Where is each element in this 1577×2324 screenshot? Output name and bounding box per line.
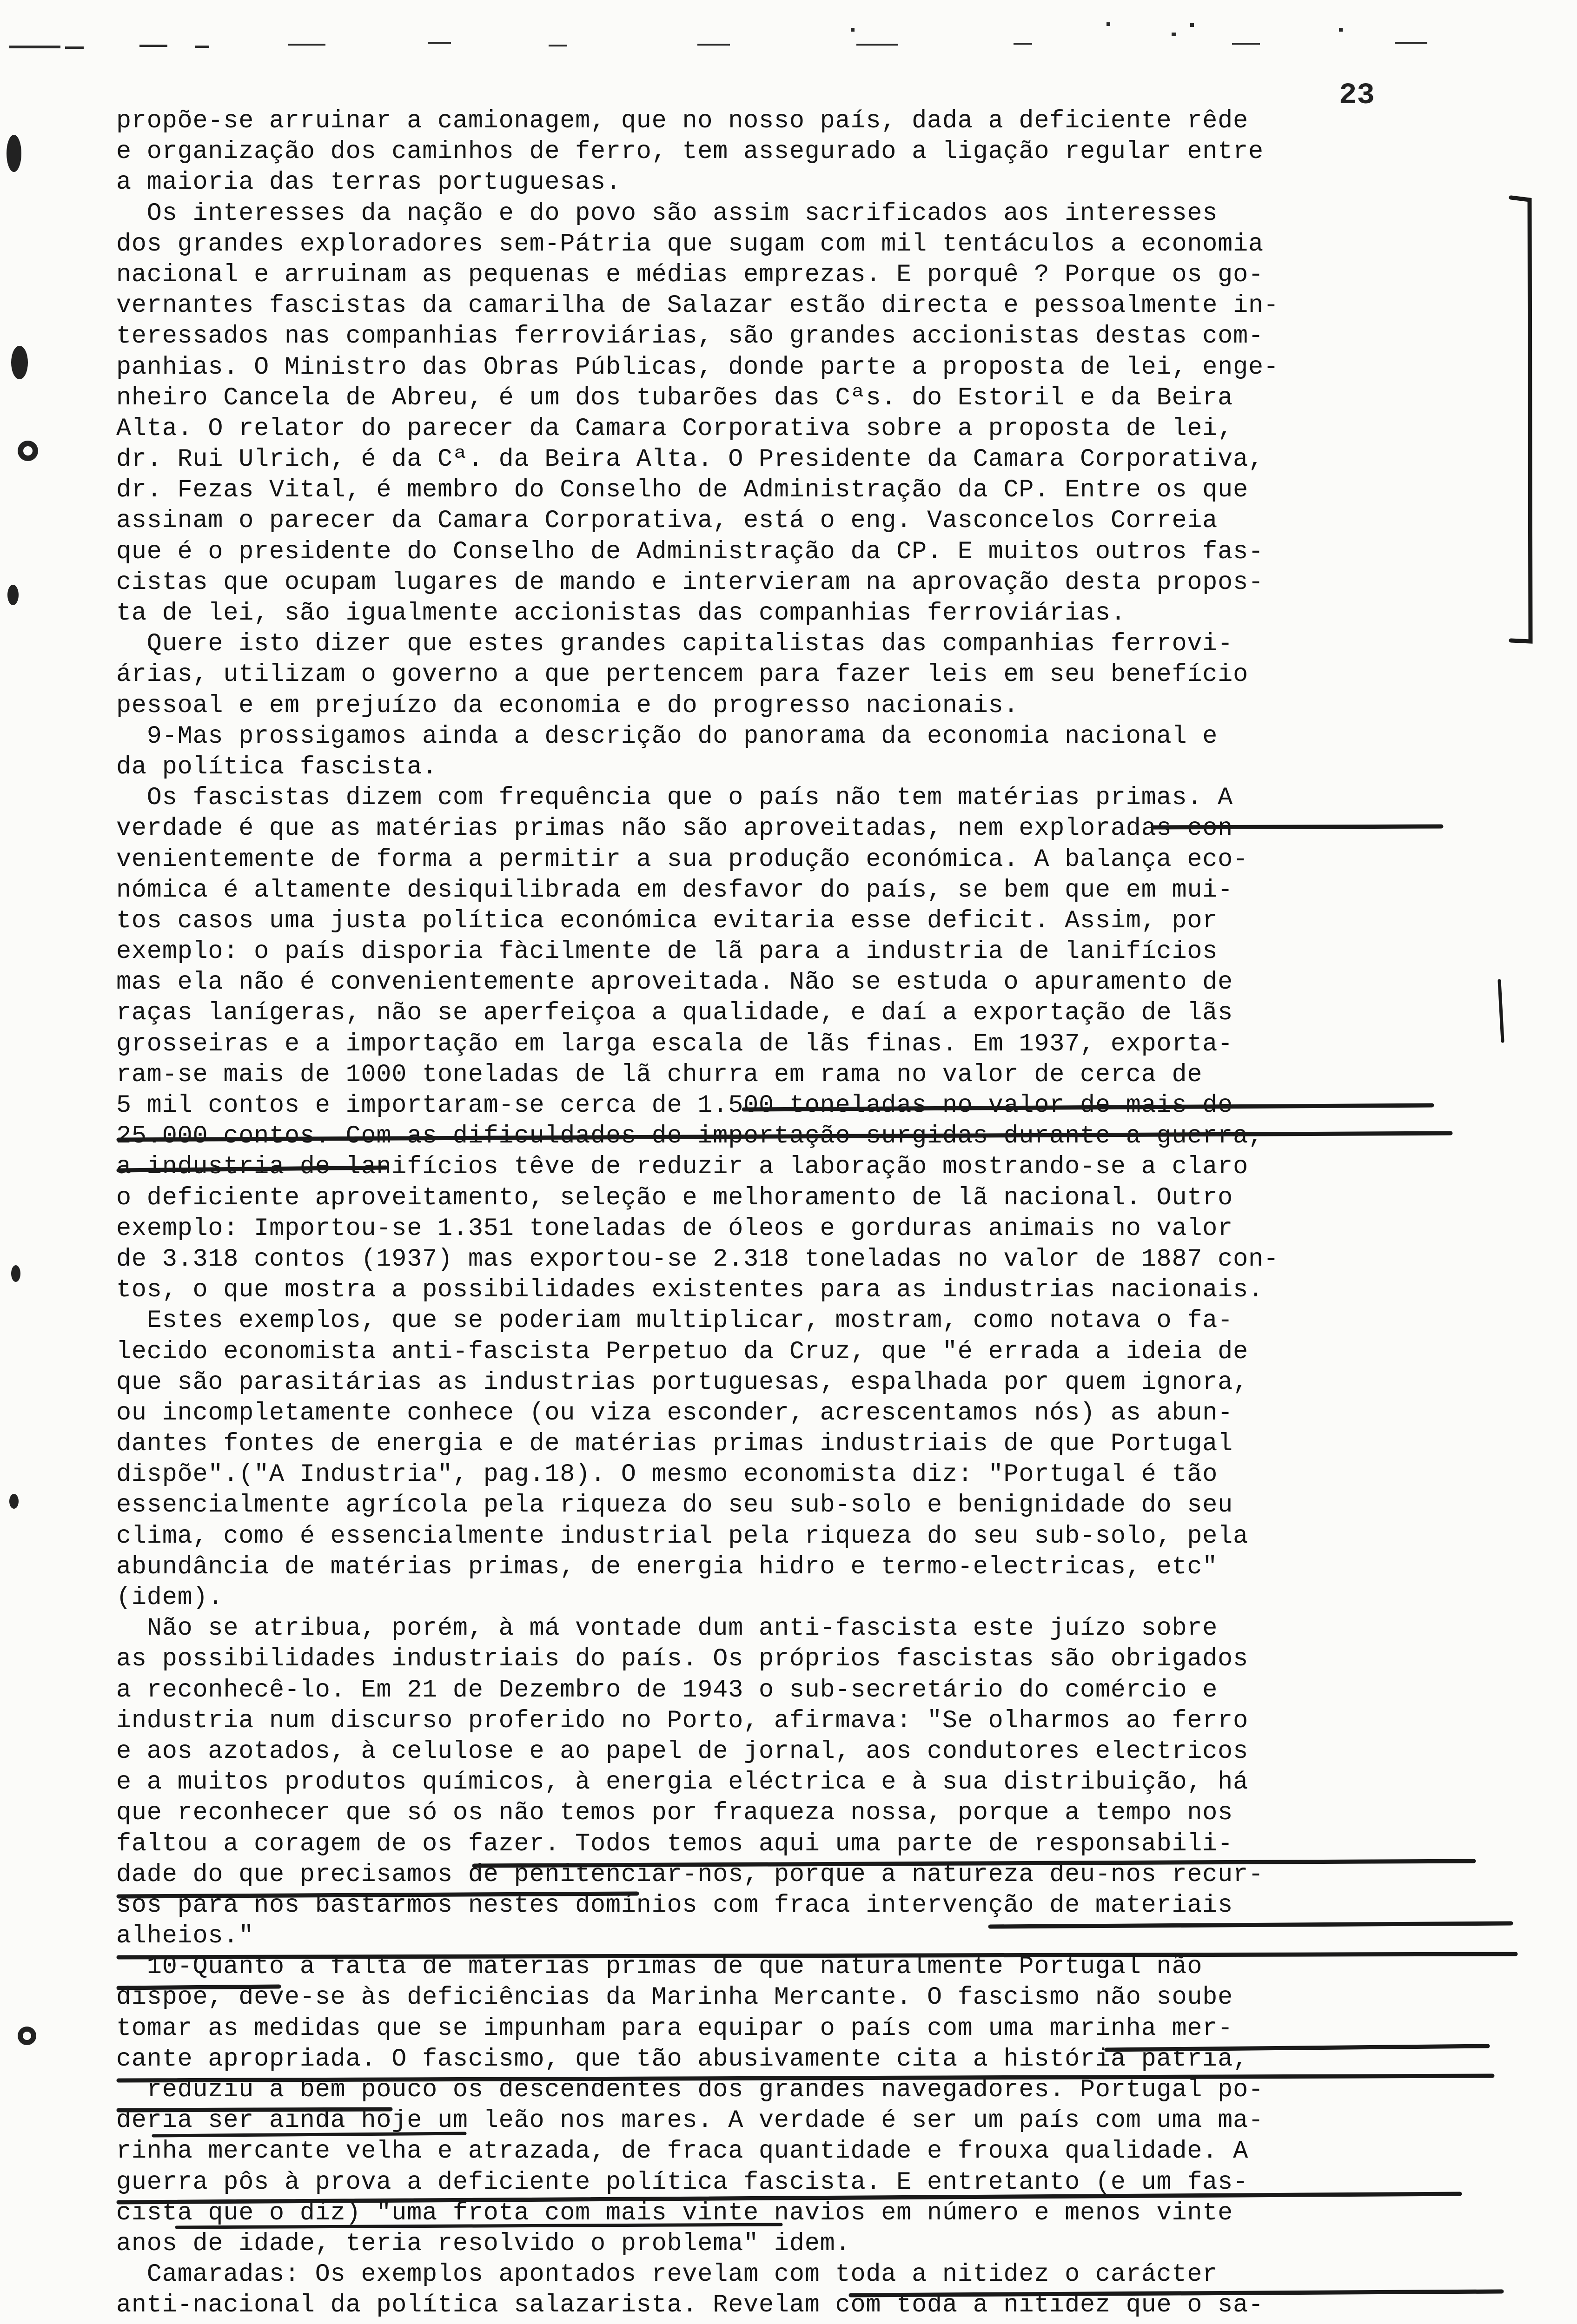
text-line: venientemente de forma a permitir a sua produção económica. A balança eco- [116, 845, 1248, 874]
underline-mark [474, 1861, 1474, 1866]
text-line: (idem). [116, 1584, 224, 1612]
underline-mark [119, 1133, 1451, 1140]
text-line: deria ser ainda hoje um leão nos mares. A verdade é ser um país com uma ma- [116, 2106, 1264, 2135]
text-line: cante apropriada. O fascismo, que tão abusivamente cita a história pátria, [116, 2045, 1248, 2073]
text-line: tos, o que mostra a possibilidades existentes para as industrias nacionais. [116, 1276, 1264, 1305]
text-line: sos para nos bastarmos nestes domínios com fraca intervenção de materiais [116, 1891, 1233, 1920]
text-line: Alta. O relator do parecer da Camara Corporativa sobre a proposta de lei, [116, 414, 1233, 443]
text-line: lecido economista anti-fascista Perpetuo da Cruz, que "é errada a ideia de [116, 1337, 1248, 1366]
text-line: anti-nacional da política salazarista. Revelam com toda a nitidez que o sa- [116, 2291, 1264, 2320]
text-line: grosseiras e a importação em larga escala de lãs finas. Em 1937, exporta- [116, 1030, 1233, 1058]
text-line: e aos azotados, à celulose e ao papel de jornal, aos condutores electricos [116, 1737, 1248, 1766]
text-line: raças lanígeras, não se aperfeiçoa a qualidade, e daí a exportação de lãs [116, 999, 1233, 1028]
underline-mark [1107, 2046, 1488, 2050]
text-line: Quere isto dizer que estes grandes capitalistas das companhias ferrovi- [116, 630, 1233, 659]
text-line: e organização dos caminhos de ferro, tem assegurado a ligação regular entre [116, 138, 1264, 166]
text-line: pessoal e em prejuízo da economia e do progresso nacionais. [116, 691, 1019, 720]
text-line: 25.000 contos. Com as dificuldades de importação surgidas durante a guerra, [116, 1122, 1264, 1151]
text-line: Estes exemplos, que se poderiam multiplicar, mostram, como notava o fa- [116, 1307, 1233, 1335]
text-line: árias, utilizam o governo a que pertencem para fazer leis em seu benefício [116, 660, 1248, 689]
text-line: nómica é altamente desiquilibrada em desfavor do país, se bem que em mui- [116, 876, 1233, 905]
underline-mark [119, 2109, 391, 2110]
underline-mark [119, 1894, 637, 1896]
text-line: que são parasitárias as industrias portuguesas, espalhada por quem ignora, [116, 1368, 1248, 1397]
text-line: tos casos uma justa política económica evitaria esse deficit. Assim, por [116, 906, 1218, 935]
text-line: e a muitos produtos químicos, à energia eléctrica e à sua distribuição, há [116, 1768, 1248, 1797]
text-line: assinam o parecer da Camara Corporativa, está o eng. Vasconcelos Correia [116, 507, 1218, 535]
text-line: de 3.318 contos (1937) mas exportou-se 2.318 toneladas no valor de 1887 con- [116, 1245, 1279, 1274]
page-number: 23 [1339, 79, 1375, 112]
text-line: Não se atribua, porém, à má vontade dum anti-fascista este juízo sobre [116, 1614, 1218, 1643]
underline-mark [1153, 826, 1441, 827]
text-line: dade do que precisamos de penitenciar-nos, porque a natureza deu-nos recur- [116, 1860, 1264, 1889]
text-line: essencialmente agrícola pela riqueza do seu sub-solo e benignidade do seu [116, 1491, 1233, 1520]
margin-bracket-left [1499, 981, 1503, 1041]
text-line: nacional e arruinam as pequenas e médias emprezas. E porquê ? Porque os go- [116, 260, 1264, 289]
text-line: panhias. O Ministro das Obras Públicas, donde parte a proposta de lei, enge- [116, 353, 1279, 382]
text-line: verdade é que as matérias primas não são aproveitadas, nem exploradas con- [116, 814, 1248, 843]
text-line: clima, como é essencialmente industrial pela riqueza do seu sub-solo, pela [116, 1522, 1248, 1551]
underline-mark [119, 2194, 1460, 2202]
text-line: 5 mil contos e importaram-se cerca de 1.500 toneladas no valor de mais de [116, 1091, 1233, 1120]
text-line: as possibilidades industriais do país. Os próprios fascistas são obrigados [116, 1645, 1248, 1674]
text-line: Camaradas: Os exemplos apontados revelam com toda a nitidez o carácter [116, 2260, 1218, 2289]
text-line: 10-Quanto à falta de matérias primas de que naturalmente Portugal não [116, 1953, 1203, 1981]
text-line: ram-se mais de 1000 toneladas de lã churra em rama no valor de cerca de [116, 1060, 1203, 1089]
text-line: industria num discurso proferido no Porto, afirmava: "Se olharmos ao ferro [116, 1706, 1248, 1735]
underline-mark [153, 2133, 465, 2136]
text-line: que reconhecer que só os não temos por fraqueza nossa, porque a tempo nos [116, 1799, 1233, 1828]
text-line: nheiro Cancela de Abreu, é um dos tubarões das Cªs. do Estoril e da Beira [116, 383, 1233, 412]
text-line: a maioria das terras portuguesas. [116, 168, 621, 197]
underline-mark [119, 1168, 386, 1170]
text-line: cista que o diz) "uma frota com mais vinte navios em número e menos vinte [116, 2199, 1233, 2227]
text-line: ta de lei, são igualmente accionistas das companhias ferroviárias. [116, 599, 1126, 627]
text-line: ou incompletamente conhece (ou viza esconder, acrescentamos nós) as abun- [116, 1399, 1233, 1427]
text-line: guerra pôs à prova a deficiente política fascista. E entretanto (e um fas- [116, 2168, 1248, 2197]
text-line: anos de idade, teria resolvido o problema" idem. [116, 2229, 851, 2258]
text-line: Os fascistas dizem com frequência que o país não tem matérias primas. A [116, 784, 1233, 812]
underline-mark [177, 2225, 781, 2227]
underline-mark [119, 1954, 1516, 1957]
text-line: vernantes fascistas da camarilha de Salazar estão directa e pessoalmente in- [116, 291, 1279, 320]
text-line: dispõe".("A Industria", pag.18). O mesmo economista diz: "Portugal é tão [116, 1460, 1218, 1489]
underline-mark [851, 2291, 1502, 2295]
text-line: faltou a coragem de os fazer. Todos temos aqui uma parte de responsabili- [116, 1829, 1233, 1858]
underline-mark [119, 2076, 1492, 2080]
text-line: que é o presidente do Conselho de Administração da CP. E muitos outros fas- [116, 537, 1264, 566]
text-line: cistas que ocupam lugares de mando e intervieram na aprovação desta propos- [116, 568, 1264, 597]
underline-mark [119, 1987, 279, 1988]
underline-mark [990, 1923, 1511, 1927]
text-line: reduziu a bem pouco os descendentes dos grandes navegadores. Portugal po- [116, 2076, 1264, 2104]
text-line: o deficiente aproveitamento, seleção e melhoramento de lã nacional. Outro [116, 1183, 1233, 1212]
margin-bracket-right [1511, 198, 1531, 641]
text-line: tomar as medidas que se impunham para equipar o país com uma marinha mer- [116, 2014, 1233, 2043]
text-line: abundância de matérias primas, de energia hidro e termo-electricas, etc" [116, 1552, 1218, 1581]
text-line: a industria de lanifícios têve de reduzir a laboração mostrando-se a claro [116, 1153, 1248, 1182]
text-line: propõe-se arruinar a camionagem, que no nosso país, dada a deficiente rêde [116, 107, 1248, 135]
text-line: exemplo: Importou-se 1.351 toneladas de óleos e gorduras animais no valor [116, 1214, 1233, 1243]
text-line: Os interesses da nação e do povo são assim sacrificados aos interesses [116, 199, 1218, 228]
text-line: dispõe, deve-se às deficiências da Marinha Mercante. O fascismo não soube [116, 1983, 1233, 2012]
text-line: dr. Rui Ulrich, é da Cª. da Beira Alta. O Presidente da Camara Corporativa, [116, 445, 1264, 474]
underline-mark [744, 1105, 1432, 1109]
text-line: 9-Mas prossigamos ainda a descrição do panorama da economia nacional e [116, 722, 1218, 751]
text-line: a reconhecê-lo. Em 21 de Dezembro de 1943 o sub-secretário do comércio e [116, 1676, 1218, 1704]
text-line: teressados nas companhias ferroviárias, são grandes accionistas destas com- [116, 322, 1264, 351]
text-line: dos grandes exploradores sem-Pátria que sugam com mil tentáculos a economia [116, 230, 1264, 258]
text-line: rinha mercante velha e atrazada, de fraca quantidade e frouxa qualidade. A [116, 2137, 1248, 2166]
text-line: dr. Fezas Vital, é membro do Conselho de Administração da CP. Entre os que [116, 476, 1248, 505]
text-line: dantes fontes de energia e de matérias primas industriais de que Portugal [116, 1430, 1233, 1459]
text-line: exemplo: o país disporia fàcilmente de lã para a industria de lanifícios [116, 938, 1218, 966]
text-line: da política fascista. [116, 753, 438, 781]
text-line: mas ela não é convenientemente aproveitada. Não se estuda o apuramento de [116, 968, 1233, 997]
text-line: alheios." [116, 1922, 254, 1951]
